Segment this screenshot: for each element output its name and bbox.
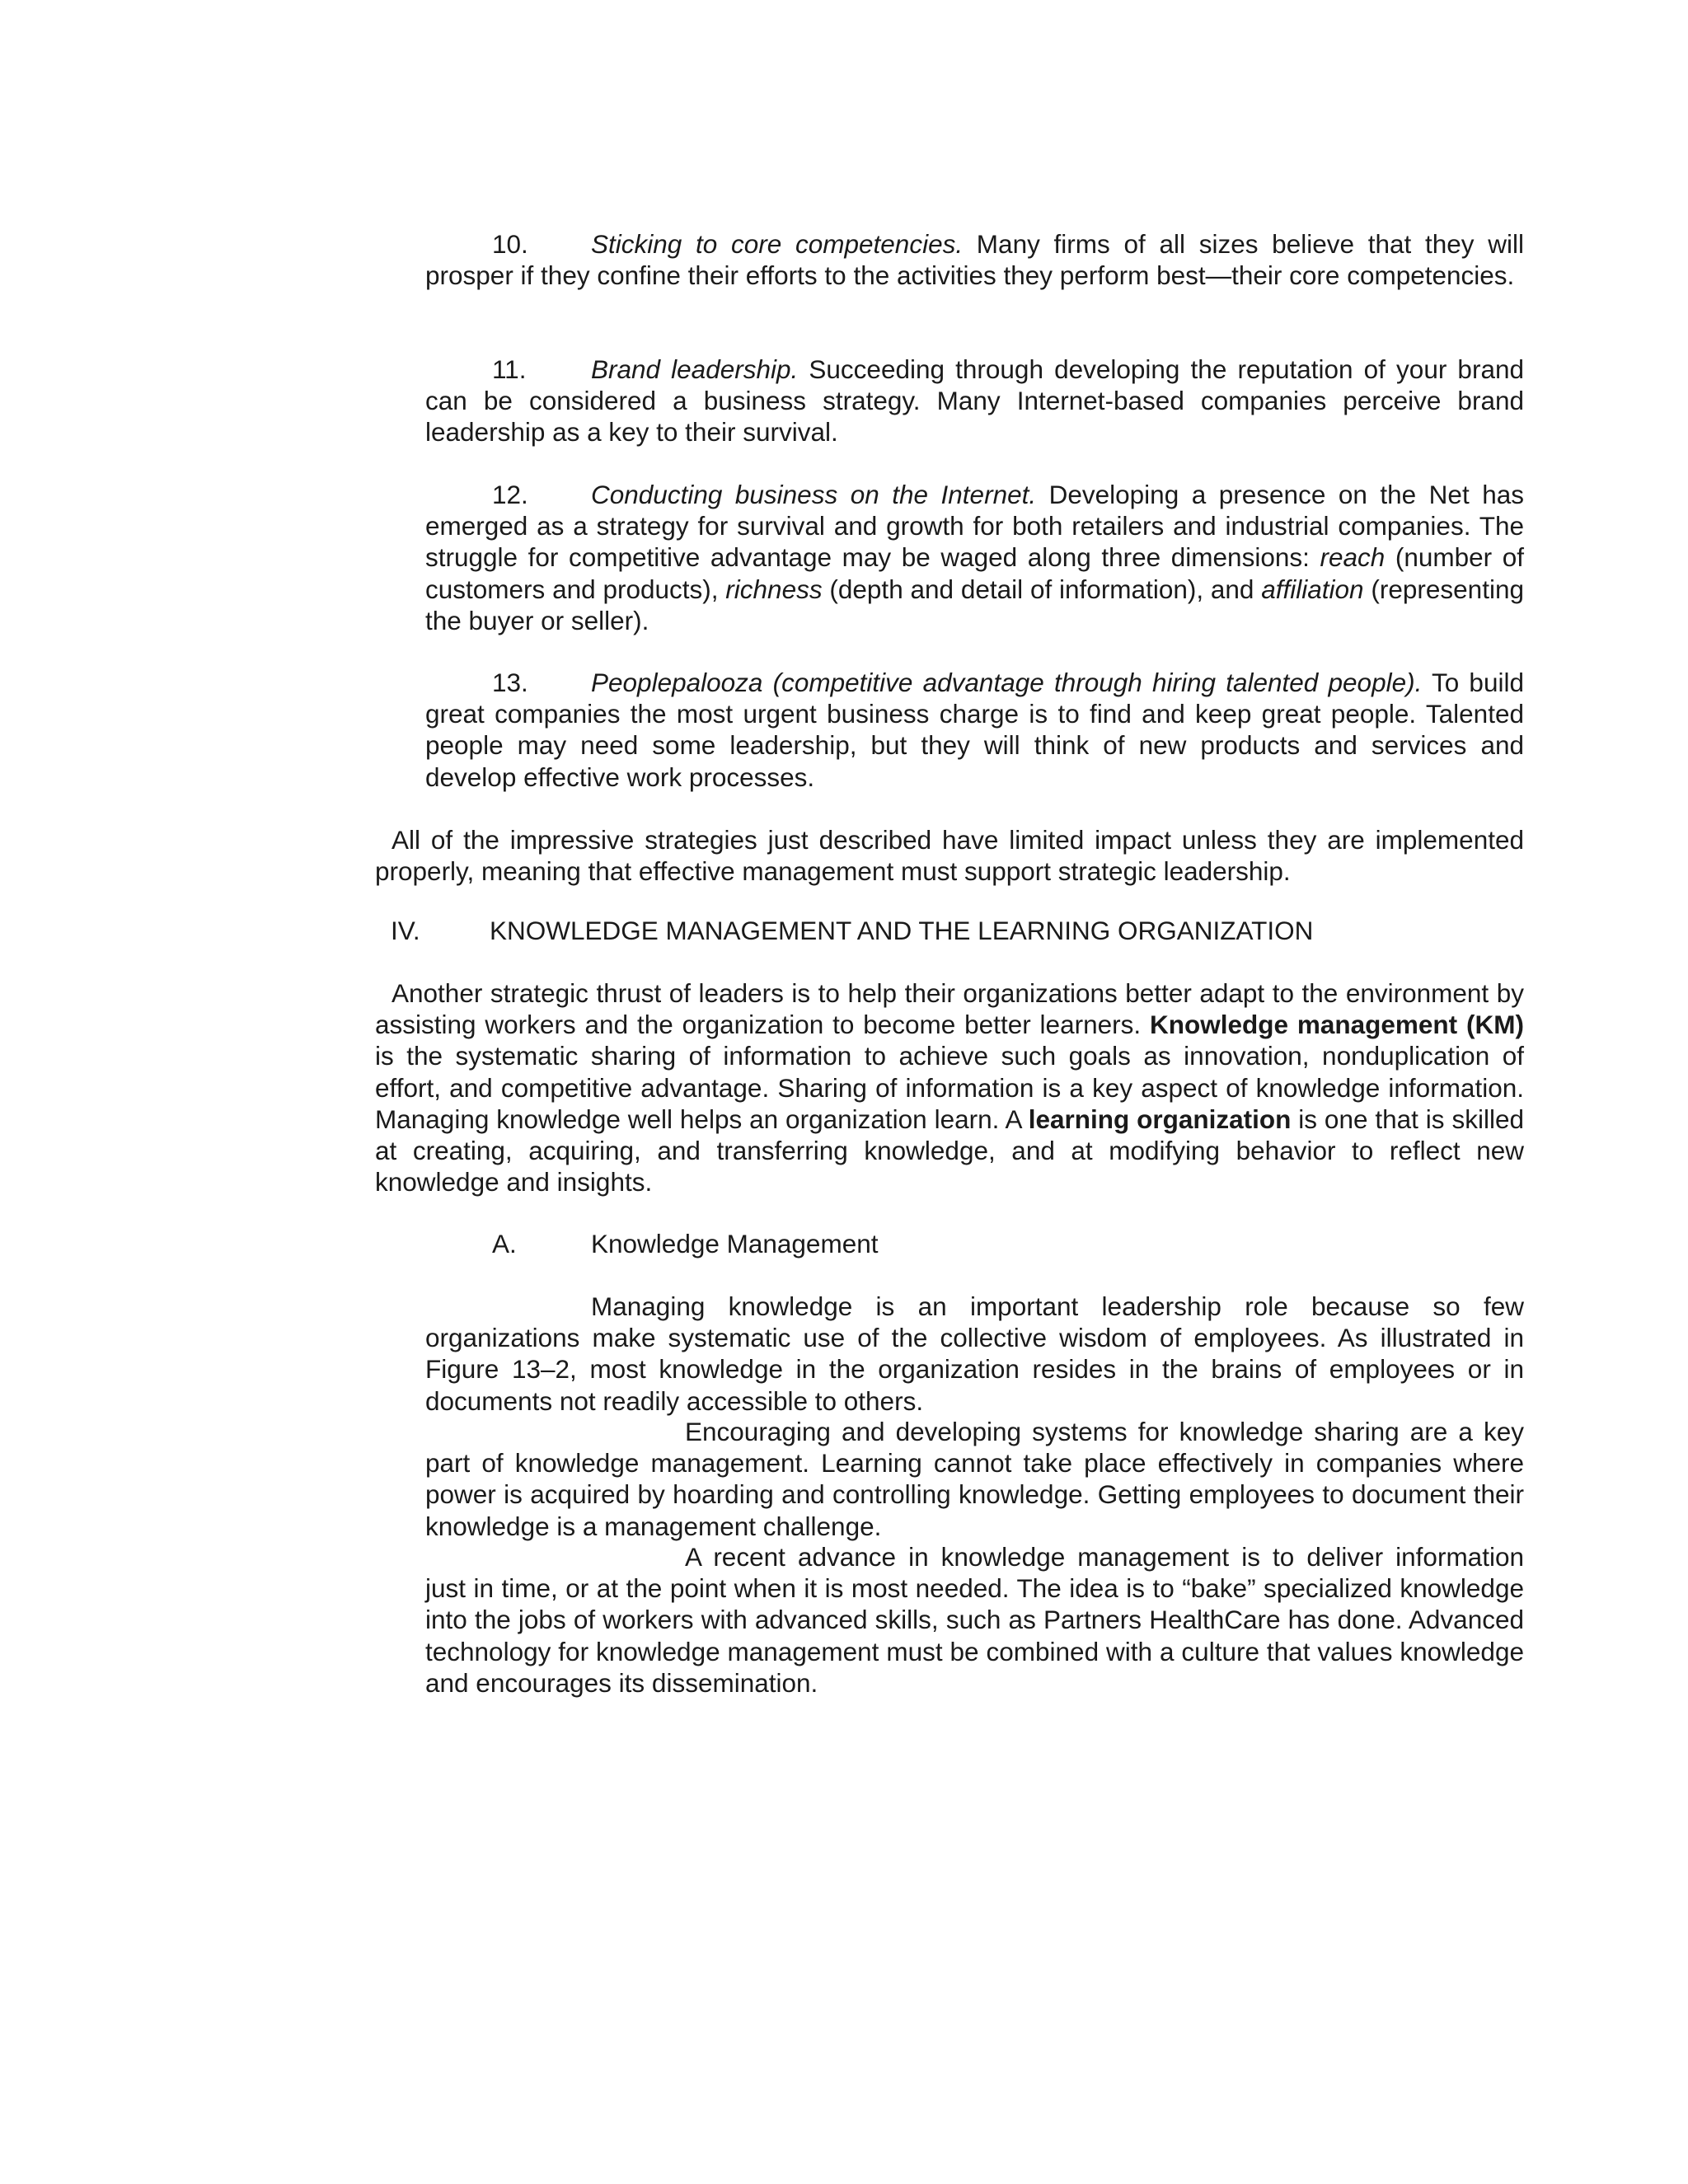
- item-number: 13.: [492, 668, 528, 697]
- summary-paragraph: All of the impressive strategies just described have limited impact unless they are implemented properly, meaning that effective management must support strategic leadership.: [375, 825, 1524, 887]
- term-reach: reach: [1320, 542, 1386, 573]
- term-learning-organization: learning organization: [1028, 1104, 1292, 1134]
- item-title: Conducting business on the Internet.: [591, 480, 1037, 509]
- term-knowledge-management: Knowledge management (KM): [1149, 1010, 1524, 1040]
- numbered-item-12: [425, 479, 1524, 636]
- intro-text: is the systematic sharing of information to achieve such goals as innovation, nonduplication of effort, and competitive advantage. Sharing of information is a key aspect of knowledge information. Managing knowledge well helps an organization learn. A: [375, 1041, 1524, 1134]
- item-number: 11.: [492, 354, 527, 384]
- term-affiliation: affiliation: [1261, 574, 1364, 604]
- item-title: Sticking to core competencies.: [591, 229, 964, 259]
- item-number: 12.: [492, 480, 528, 509]
- section-intro-paragraph: [375, 977, 1524, 1197]
- term-richness: richness: [725, 574, 823, 604]
- numbered-item-10: [425, 228, 1524, 291]
- numbered-item-11: [425, 354, 1524, 448]
- subsection-title: Knowledge Management: [591, 1229, 879, 1258]
- item-text: To build great companies the most urgent business charge is to find and keep great people. Talented people may need some leadership, but they will think of new products and services and develop effective work processes.: [425, 668, 1524, 792]
- subsection-letter: A.: [492, 1229, 517, 1258]
- subsection-heading: [492, 1228, 878, 1259]
- item-text: (representing the buyer or seller).: [425, 574, 1524, 635]
- item-number: 10.: [492, 229, 528, 259]
- intro-text: is one that is skilled at creating, acquiring, and transferring knowledge, and at modifying behavior to reflect new knowledge and insights.: [375, 1104, 1524, 1197]
- subsection-paragraph-1: Managing knowledge is an important leadership role because so few organizations make systematic use of the collective wisdom of employees. As illustrated in Figure 13–2, most knowledge in the organization resides in the brains of employees or in documents not readily accessible to others.: [425, 1291, 1524, 1416]
- intro-text: Another strategic thrust of leaders is to help their organizations better adapt to the environment by assisting workers and the organization to become better learners.: [375, 978, 1524, 1040]
- section-title: KNOWLEDGE MANAGEMENT AND THE LEARNING ORGANIZATION: [490, 916, 1314, 945]
- item-text: (depth and detail of information), and: [822, 574, 1262, 604]
- section-heading: [391, 915, 1313, 946]
- item-text: Succeeding through developing the reputation of your brand can be considered a business strategy. Many Internet-based companies perceive brand leadership as a key to their survival.: [425, 354, 1524, 448]
- item-text: Many firms of all sizes believe that they will prosper if they confine their efforts to the activities they perform best—their core competencies.: [425, 229, 1524, 291]
- numbered-item-13: [425, 667, 1524, 793]
- subsection-paragraph-3: A recent advance in knowledge management is to deliver information just in time, or at the point when it is most needed. The idea is to “bake” specialized knowledge into the jobs of workers with advanced skills, such as Partners HealthCare has done. Advanced technology for knowledge management must be combined with a culture that values knowledge and encourages its dissemination.: [425, 1542, 1524, 1698]
- section-numeral: IV.: [391, 916, 420, 945]
- item-title: Peoplepalooza (competitive advantage through hiring talented people).: [591, 668, 1423, 697]
- item-text: Developing a presence on the Net has emerged as a strategy for survival and growth for both retailers and industrial companies. The struggle for competitive advantage may be waged along three dimensions:: [425, 480, 1524, 573]
- subsection-paragraph-2: Encouraging and developing systems for knowledge sharing are a key part of knowledge management. Learning cannot take place effectively in companies where power is acquired by hoarding and controlling knowledge. Getting employees to document their knowledge is a management challenge.: [425, 1417, 1524, 1541]
- item-text: (number of customers and products),: [425, 542, 1524, 604]
- item-title: Brand leadership.: [591, 354, 799, 384]
